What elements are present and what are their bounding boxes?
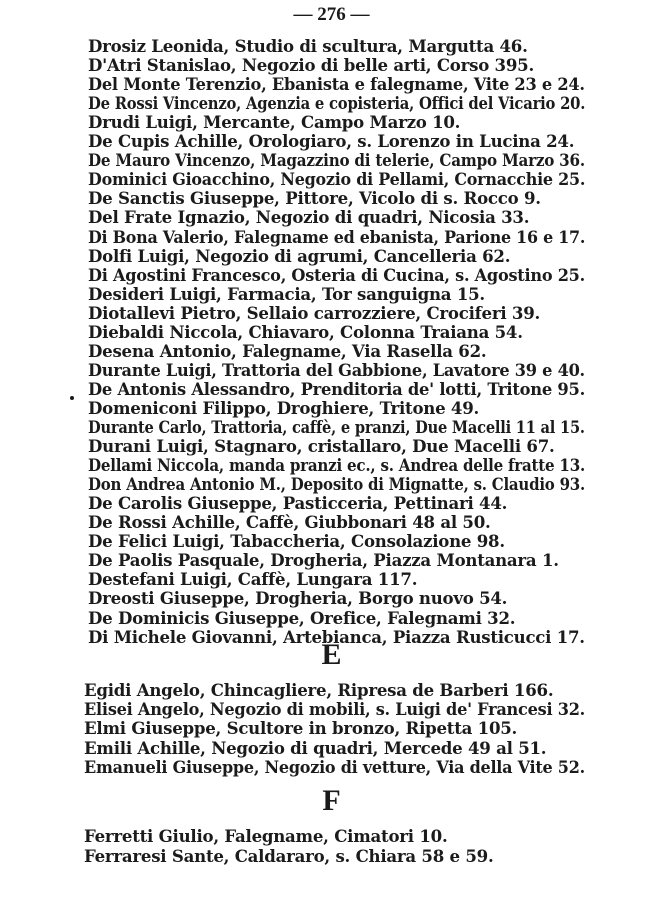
directory-entry: Ferretti Giulio, Falegname, Cimatori 10. bbox=[84, 826, 448, 846]
page-number: — 276 — bbox=[293, 4, 370, 25]
directory-entry: Dellami Niccola, manda pranzi ec., s. Andrea delle fratte 13. bbox=[88, 455, 585, 476]
directory-entry: Diebaldi Niccola, Chiavaro, Colonna Traiana 54. bbox=[88, 321, 523, 342]
directory-entry: De Paolis Pasquale, Drogheria, Piazza Montanara 1. bbox=[88, 550, 559, 571]
directory-entry: Drosiz Leonida, Studio di scultura, Margutta 46. bbox=[88, 36, 528, 56]
directory-entry: Egidi Angelo, Chincagliere, Ripresa de Barberi 166. bbox=[84, 680, 554, 700]
directory-entry: Durante Luigi, Trattoria del Gabbione, Lavatore 39 e 40. bbox=[88, 359, 585, 380]
directory-entry: Dolfi Luigi, Negozio di agrumi, Cancelleria 62. bbox=[88, 245, 511, 266]
directory-entry: Di Agostini Francesco, Osteria di Cucina, s. Agostino 25. bbox=[88, 264, 586, 285]
directory-entry: De Mauro Vincenzo, Magazzino di telerie, Campo Marzo 36. bbox=[88, 150, 585, 171]
directory-entry: De Sanctis Giuseppe, Pittore, Vicolo di s. Rocco 9. bbox=[88, 188, 541, 209]
directory-entry: De Cupis Achille, Orologiaro, s. Lorenzo in Lucina 24. bbox=[88, 131, 575, 152]
directory-entry: Elisei Angelo, Negozio di mobili, s. Luigi de' Francesi 32. bbox=[84, 699, 586, 720]
directory-entry: Del Monte Terenzio, Ebanista e falegname, Vite 23 e 24. bbox=[88, 74, 585, 95]
directory-entry: De Rossi Achille, Caffè, Giubbonari 48 al 50. bbox=[88, 512, 491, 533]
directory-entry: Drudi Luigi, Mercante, Campo Marzo 10. bbox=[88, 112, 461, 133]
section-letter: F bbox=[322, 784, 341, 817]
directory-entry: De Carolis Giuseppe, Pasticceria, Pettinari 44. bbox=[88, 493, 508, 514]
directory-entry: Di Michele Giovanni, Artebianca, Piazza Rusticucci 17. bbox=[88, 626, 585, 647]
directory-entry: Diotallevi Pietro, Sellaio carrozziere, Crociferi 39. bbox=[88, 302, 541, 323]
directory-entry: De Felici Luigi, Tabaccheria, Consolazione 98. bbox=[88, 531, 505, 552]
directory-entry: Di Bona Valerio, Falegname ed ebanista, Parione 16 e 17. bbox=[88, 226, 586, 247]
directory-entry: Dreosti Giuseppe, Drogheria, Borgo nuovo 54. bbox=[88, 588, 508, 609]
directory-entry: Elmi Giuseppe, Scultore in bronzo, Ripetta 105. bbox=[84, 718, 518, 739]
directory-entry: Durani Luigi, Stagnaro, cristallaro, Due Macelli 67. bbox=[88, 436, 555, 457]
directory-entry: Domeniconi Filippo, Droghiere, Tritone 49. bbox=[88, 397, 480, 418]
directory-entry: Destefani Luigi, Caffè, Lungara 117. bbox=[88, 569, 418, 590]
directory-entry: Del Frate Ignazio, Negozio di quadri, Nicosia 33. bbox=[88, 207, 530, 228]
directory-entry: D'Atri Stanislao, Negozio di belle arti, Corso 395. bbox=[88, 55, 534, 76]
directory-entry: De Rossi Vincenzo, Agenzia e copisteria, Offici del Vicario 20. bbox=[88, 93, 586, 114]
directory-entry: Don Andrea Antonio M., Deposito di Mignatte, s. Claudio 93. bbox=[88, 474, 585, 495]
directory-entry: Dominici Gioacchino, Negozio di Pellami, Cornacchie 25. bbox=[88, 169, 586, 190]
directory-entry: Durante Carlo, Trattoria, caffè, e pranzi, Due Macelli 11 al 15. bbox=[88, 417, 585, 437]
directory-entry: Emili Achille, Negozio di quadri, Mercede 49 al 51. bbox=[84, 737, 547, 758]
directory-entry: Desideri Luigi, Farmacia, Tor sanguigna 15. bbox=[88, 283, 485, 304]
section-letter: E bbox=[321, 638, 342, 671]
directory-entry: Desena Antonio, Falegname, Via Rasella 62. bbox=[88, 340, 487, 361]
directory-entry: Emanueli Giuseppe, Negozio di vetture, Via della Vite 52. bbox=[84, 756, 585, 777]
directory-entry: De Antonis Alessandro, Prenditoria de' lotti, Tritone 95. bbox=[88, 378, 586, 399]
directory-entry: De Dominicis Giuseppe, Orefice, Falegnami 32. bbox=[88, 607, 516, 628]
directory-entry: Ferraresi Sante, Caldararo, s. Chiara 58 e 59. bbox=[84, 845, 494, 866]
